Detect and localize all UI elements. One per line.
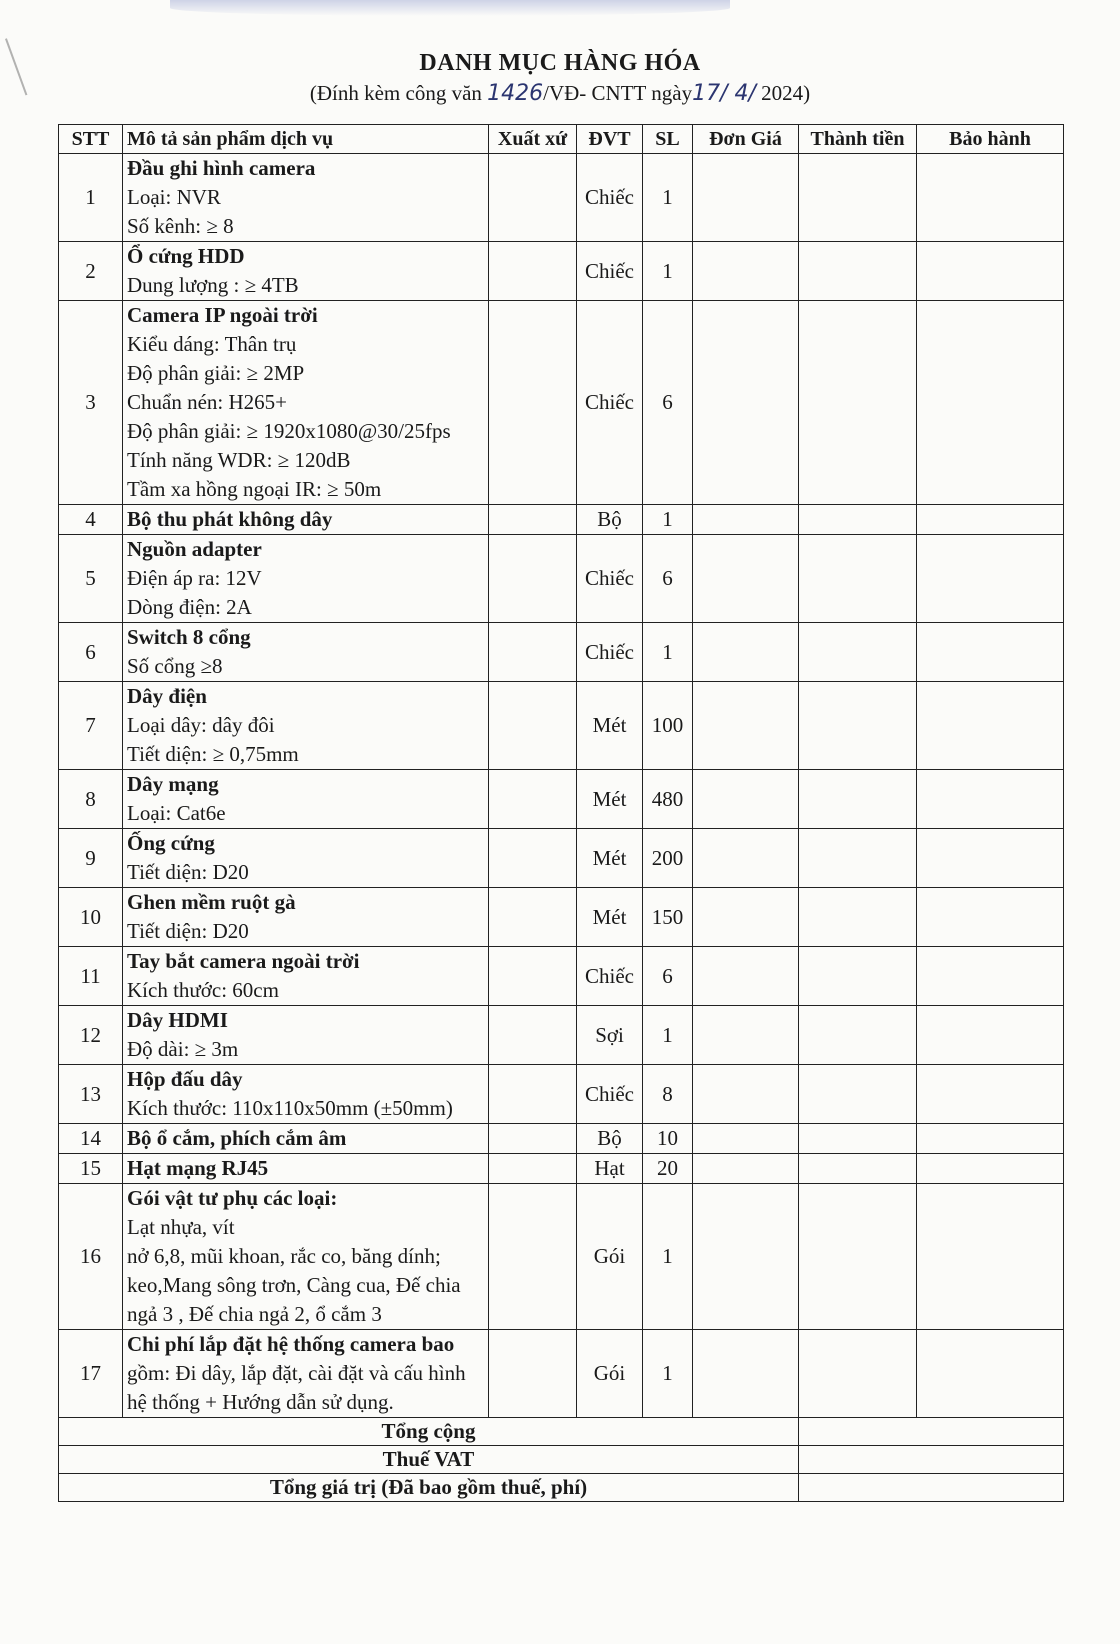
row-description	[123, 1124, 489, 1154]
row-amount	[799, 1154, 917, 1184]
row-unit: Gói	[577, 1184, 643, 1330]
row-unit: Sợi	[577, 1006, 643, 1065]
row-quantity: 150	[643, 888, 693, 947]
item-name: Đầu ghi hình camera	[127, 156, 316, 180]
row-unit-price	[693, 947, 799, 1006]
row-origin	[489, 1006, 577, 1065]
row-unit-price	[693, 242, 799, 301]
row-warranty	[917, 1124, 1064, 1154]
row-quantity: 1	[643, 1184, 693, 1330]
item-spec: ngả 3 , Đế chia ngả 2, ổ cắm 3	[127, 1302, 382, 1326]
row-stt: 17	[59, 1330, 123, 1418]
row-quantity: 1	[643, 242, 693, 301]
row-amount	[799, 1330, 917, 1418]
row-warranty	[917, 1065, 1064, 1124]
item-name: Camera IP ngoài trời	[127, 303, 318, 327]
row-unit: Bộ	[577, 505, 643, 535]
row-amount	[799, 947, 917, 1006]
row-unit-price	[693, 301, 799, 505]
item-spec: Tính năng WDR: ≥ 120dB	[127, 448, 351, 472]
row-quantity: 1	[643, 623, 693, 682]
table-row	[59, 505, 1064, 535]
row-amount	[799, 888, 917, 947]
row-description	[123, 1065, 489, 1124]
row-unit-price	[693, 1065, 799, 1124]
row-stt: 13	[59, 1065, 123, 1124]
row-unit-price	[693, 1184, 799, 1330]
row-description	[123, 829, 489, 888]
row-amount	[799, 1006, 917, 1065]
row-warranty	[917, 770, 1064, 829]
row-stt: 5	[59, 535, 123, 623]
row-description	[123, 1154, 489, 1184]
row-origin	[489, 1154, 577, 1184]
item-spec: Loại: NVR	[127, 185, 221, 209]
row-amount	[799, 1184, 917, 1330]
row-amount	[799, 1065, 917, 1124]
row-quantity: 1	[643, 505, 693, 535]
total-value-cell	[799, 1418, 1064, 1446]
row-unit: Bộ	[577, 1124, 643, 1154]
row-description	[123, 682, 489, 770]
row-description	[123, 623, 489, 682]
row-warranty	[917, 1006, 1064, 1065]
row-description	[123, 154, 489, 242]
row-unit-price	[693, 682, 799, 770]
header-description: Mô tả sản phẩm dịch vụ	[123, 125, 489, 154]
row-warranty	[917, 301, 1064, 505]
row-amount	[799, 535, 917, 623]
item-name: Gói vật tư phụ các loại:	[127, 1186, 338, 1210]
row-unit: Mét	[577, 682, 643, 770]
row-quantity: 6	[643, 535, 693, 623]
header-unit: ĐVT	[577, 125, 643, 154]
item-spec: Độ dài: ≥ 3m	[127, 1037, 239, 1061]
row-origin	[489, 505, 577, 535]
row-unit: Chiếc	[577, 535, 643, 623]
item-name: Bộ thu phát không dây	[127, 507, 333, 531]
item-spec: Độ phân giải: ≥ 1920x1080@30/25fps	[127, 419, 451, 443]
handwritten-date: 17/ 4/	[692, 81, 756, 106]
table-row	[59, 301, 1064, 505]
totals-row	[59, 1418, 1064, 1446]
table-row	[59, 829, 1064, 888]
item-name: Nguồn adapter	[127, 537, 262, 561]
row-unit-price	[693, 1124, 799, 1154]
row-unit: Gói	[577, 1330, 643, 1418]
item-spec: Số cổng ≥8	[127, 654, 223, 678]
total-label: Tổng cộng	[59, 1418, 799, 1446]
row-origin	[489, 1124, 577, 1154]
row-unit-price	[693, 535, 799, 623]
item-name: Ổ cứng HDD	[127, 244, 245, 268]
row-unit: Mét	[577, 888, 643, 947]
table-row	[59, 154, 1064, 242]
grand-total-label: Tổng giá trị (Đã bao gồm thuế, phí)	[59, 1474, 799, 1502]
row-amount	[799, 1124, 917, 1154]
row-unit-price	[693, 1006, 799, 1065]
item-name: Hạt mạng RJ45	[127, 1156, 269, 1180]
table-row	[59, 888, 1064, 947]
header-warranty: Bảo hành	[917, 125, 1064, 154]
row-stt: 14	[59, 1124, 123, 1154]
row-description	[123, 301, 489, 505]
row-warranty	[917, 1330, 1064, 1418]
table-row	[59, 682, 1064, 770]
row-stt: 15	[59, 1154, 123, 1184]
row-stt: 16	[59, 1184, 123, 1330]
item-spec: Tiết diện: D20	[127, 919, 249, 943]
table-row	[59, 947, 1064, 1006]
row-unit: Chiếc	[577, 623, 643, 682]
item-spec: Tầm xa hồng ngoại IR: ≥ 50m	[127, 477, 382, 501]
row-unit: Chiếc	[577, 242, 643, 301]
item-spec: Tiết diện: D20	[127, 860, 249, 884]
row-stt: 4	[59, 505, 123, 535]
row-warranty	[917, 1154, 1064, 1184]
item-spec: Dòng điện: 2A	[127, 595, 252, 619]
row-unit-price	[693, 829, 799, 888]
row-origin	[489, 947, 577, 1006]
row-amount	[799, 301, 917, 505]
row-description	[123, 770, 489, 829]
row-amount	[799, 770, 917, 829]
row-unit: Mét	[577, 770, 643, 829]
item-spec: Kiểu dáng: Thân trụ	[127, 332, 297, 356]
row-unit: Chiếc	[577, 1065, 643, 1124]
row-warranty	[917, 154, 1064, 242]
row-unit: Mét	[577, 829, 643, 888]
vat-label: Thuế VAT	[59, 1446, 799, 1474]
item-name: Ghen mềm ruột gà	[127, 890, 296, 914]
table-row	[59, 770, 1064, 829]
row-origin	[489, 1330, 577, 1418]
row-quantity: 10	[643, 1124, 693, 1154]
row-origin	[489, 154, 577, 242]
row-warranty	[917, 505, 1064, 535]
table-row	[59, 1006, 1064, 1065]
table-row	[59, 1330, 1064, 1418]
row-quantity: 1	[643, 1006, 693, 1065]
row-amount	[799, 682, 917, 770]
row-origin	[489, 829, 577, 888]
row-unit: Hạt	[577, 1154, 643, 1184]
row-origin	[489, 242, 577, 301]
row-warranty	[917, 888, 1064, 947]
row-stt: 8	[59, 770, 123, 829]
table-row	[59, 1124, 1064, 1154]
row-description	[123, 242, 489, 301]
item-spec: Kích thước: 110x110x50mm (±50mm)	[127, 1096, 453, 1120]
item-spec: hệ thống + Hướng dẫn sử dụng.	[127, 1390, 394, 1414]
item-spec: Điện áp ra: 12V	[127, 566, 262, 590]
row-stt: 9	[59, 829, 123, 888]
row-amount	[799, 242, 917, 301]
document-header	[0, 50, 1120, 106]
row-unit-price	[693, 505, 799, 535]
item-name: Chi phí lắp đặt hệ thống camera bao	[127, 1332, 455, 1356]
row-description	[123, 535, 489, 623]
row-quantity: 6	[643, 301, 693, 505]
row-unit-price	[693, 1154, 799, 1184]
row-unit-price	[693, 770, 799, 829]
row-origin	[489, 682, 577, 770]
row-stt: 3	[59, 301, 123, 505]
row-unit: Chiếc	[577, 947, 643, 1006]
item-name: Dây HDMI	[127, 1008, 228, 1032]
row-amount	[799, 829, 917, 888]
table-row	[59, 535, 1064, 623]
row-quantity: 480	[643, 770, 693, 829]
table-row	[59, 1065, 1064, 1124]
row-stt: 2	[59, 242, 123, 301]
table-row	[59, 242, 1064, 301]
row-origin	[489, 301, 577, 505]
header-origin: Xuất xứ	[489, 125, 577, 154]
row-origin	[489, 623, 577, 682]
item-spec: Loại: Cat6e	[127, 801, 226, 825]
table-row	[59, 623, 1064, 682]
item-spec: Dung lượng : ≥ 4TB	[127, 273, 299, 297]
row-unit-price	[693, 623, 799, 682]
subtitle-middle: /VĐ- CNTT ngày	[543, 81, 693, 105]
row-warranty	[917, 682, 1064, 770]
row-warranty	[917, 623, 1064, 682]
item-name: Bộ ổ cắm, phích cắm âm	[127, 1126, 347, 1150]
row-unit: Chiếc	[577, 154, 643, 242]
table-row	[59, 1184, 1064, 1330]
table-row	[59, 1154, 1064, 1184]
row-stt: 11	[59, 947, 123, 1006]
row-unit: Chiếc	[577, 301, 643, 505]
row-warranty	[917, 1184, 1064, 1330]
row-origin	[489, 888, 577, 947]
subtitle-prefix: (Đính kèm công văn	[309, 81, 482, 105]
header-unit-price: Đơn Giá	[693, 125, 799, 154]
item-name: Ống cứng	[127, 831, 215, 855]
row-origin	[489, 535, 577, 623]
row-quantity: 100	[643, 682, 693, 770]
item-name: Dây điện	[127, 684, 207, 708]
row-description	[123, 505, 489, 535]
vat-row	[59, 1446, 1064, 1474]
item-spec: keo,Mang sông trơn, Càng cua, Đế chia	[127, 1273, 461, 1297]
row-unit-price	[693, 888, 799, 947]
row-stt: 10	[59, 888, 123, 947]
row-quantity: 1	[643, 154, 693, 242]
table-body	[59, 154, 1064, 1418]
row-amount	[799, 623, 917, 682]
header-amount: Thành tiền	[799, 125, 917, 154]
item-name: Dây mạng	[127, 772, 219, 796]
row-description	[123, 947, 489, 1006]
row-unit-price	[693, 1330, 799, 1418]
item-spec: Độ phân giải: ≥ 2MP	[127, 361, 305, 385]
item-spec: Lạt nhựa, vít	[127, 1215, 235, 1239]
item-name: Switch 8 cổng	[127, 625, 251, 649]
item-spec: Số kênh: ≥ 8	[127, 214, 234, 238]
item-spec: gồm: Đi dây, lắp đặt, cài đặt và cấu hình	[127, 1361, 466, 1385]
document-subtitle	[0, 81, 1120, 106]
row-amount	[799, 154, 917, 242]
row-origin	[489, 1184, 577, 1330]
vat-value-cell	[799, 1446, 1064, 1474]
row-unit-price	[693, 154, 799, 242]
item-spec: Tiết diện: ≥ 0,75mm	[127, 742, 299, 766]
item-spec: Kích thước: 60cm	[127, 978, 279, 1002]
table-header-row	[59, 125, 1064, 154]
grand-total-row	[59, 1474, 1064, 1502]
header-quantity: SL	[643, 125, 693, 154]
row-quantity: 1	[643, 1330, 693, 1418]
item-spec: nở 6,8, mũi khoan, rắc co, băng dính;	[127, 1244, 441, 1268]
row-quantity: 20	[643, 1154, 693, 1184]
dispatch-number: 1426	[487, 81, 544, 106]
row-warranty	[917, 242, 1064, 301]
row-description	[123, 1006, 489, 1065]
row-origin	[489, 770, 577, 829]
row-warranty	[917, 947, 1064, 1006]
row-amount	[799, 505, 917, 535]
row-description	[123, 1330, 489, 1418]
row-description	[123, 1184, 489, 1330]
item-name: Tay bắt camera ngoài trời	[127, 949, 360, 973]
totals-section	[59, 1418, 1064, 1502]
row-quantity: 8	[643, 1065, 693, 1124]
row-stt: 12	[59, 1006, 123, 1065]
scan-stain	[170, 0, 730, 16]
row-warranty	[917, 535, 1064, 623]
row-warranty	[917, 829, 1064, 888]
row-quantity: 200	[643, 829, 693, 888]
grand-total-value-cell	[799, 1474, 1064, 1502]
row-stt: 7	[59, 682, 123, 770]
row-origin	[489, 1065, 577, 1124]
item-spec: Chuẩn nén: H265+	[127, 390, 287, 414]
subtitle-year: 2024)	[761, 81, 811, 105]
document-title: DANH MỤC HÀNG HÓA	[419, 50, 701, 76]
item-spec: Loại dây: dây đôi	[127, 713, 275, 737]
item-name: Hộp đấu dây	[127, 1067, 243, 1091]
row-quantity: 6	[643, 947, 693, 1006]
row-description	[123, 888, 489, 947]
row-stt: 1	[59, 154, 123, 242]
row-stt: 6	[59, 623, 123, 682]
header-stt: STT	[59, 125, 123, 154]
goods-table	[58, 124, 1064, 1502]
